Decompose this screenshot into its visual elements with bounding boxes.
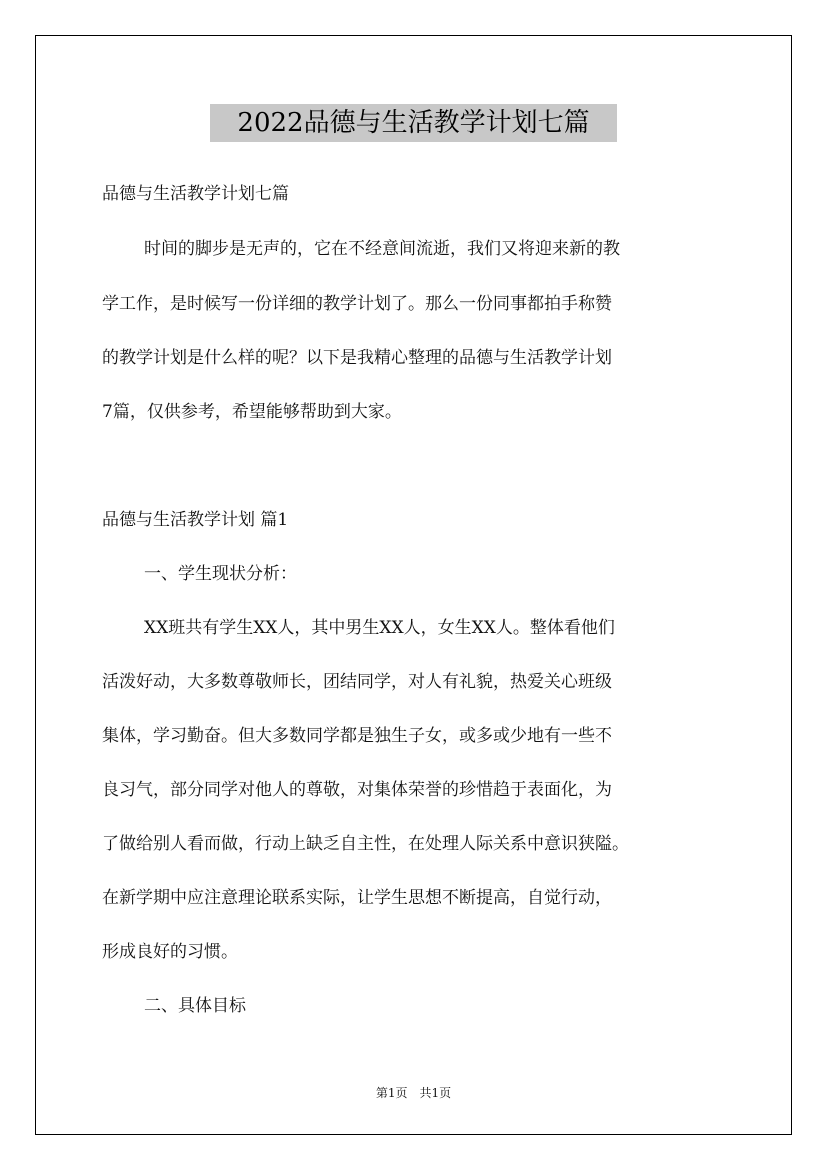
- heading-student-analysis: 一、学生现状分析：: [144, 564, 297, 584]
- page-number-footer: 第1页 共1页: [375, 1086, 452, 1100]
- intro-line: 时间的脚步是无声的，它在不经意间流逝，我们又将迎来新的教: [144, 239, 620, 259]
- document-subtitle: 品德与生活教学计划七篇: [102, 184, 289, 204]
- intro-line: 学工作，是时候写一份详细的教学计划了。那么一份同事都拍手称赞: [102, 294, 612, 314]
- document-title: 2022品德与生活教学计划七篇: [210, 104, 617, 142]
- intro-line: 的教学计划是什么样的呢？以下是我精心整理的品德与生活教学计划: [102, 348, 612, 368]
- paragraph-line: 在新学期中应注意理论联系实际，让学生思想不断提高，自觉行动，: [102, 888, 612, 908]
- paragraph-line: 活泼好动，大多数尊敬师长，团结同学，对人有礼貌，热爱关心班级: [102, 672, 612, 692]
- section-heading: 品德与生活教学计划 篇1: [102, 510, 289, 530]
- paragraph-line: 良习气，部分同学对他人的尊敬，对集体荣誉的珍惜趋于表面化，为: [102, 780, 612, 800]
- paragraph-line: 了做给别人看而做，行动上缺乏自主性，在处理人际关系中意识狭隘。: [102, 834, 629, 854]
- paragraph-line: 集体，学习勤奋。但大多数同学都是独生子女，或多或少地有一些不: [102, 726, 612, 746]
- paragraph-line: XX班共有学生XX人，其中男生XX人，女生XX人。整体看他们: [144, 618, 615, 638]
- paragraph-line: 形成良好的习惯。: [102, 942, 238, 962]
- heading-specific-goals: 二、具体目标: [144, 996, 246, 1016]
- intro-line: 7篇，仅供参考，希望能够帮助到大家。: [102, 402, 402, 422]
